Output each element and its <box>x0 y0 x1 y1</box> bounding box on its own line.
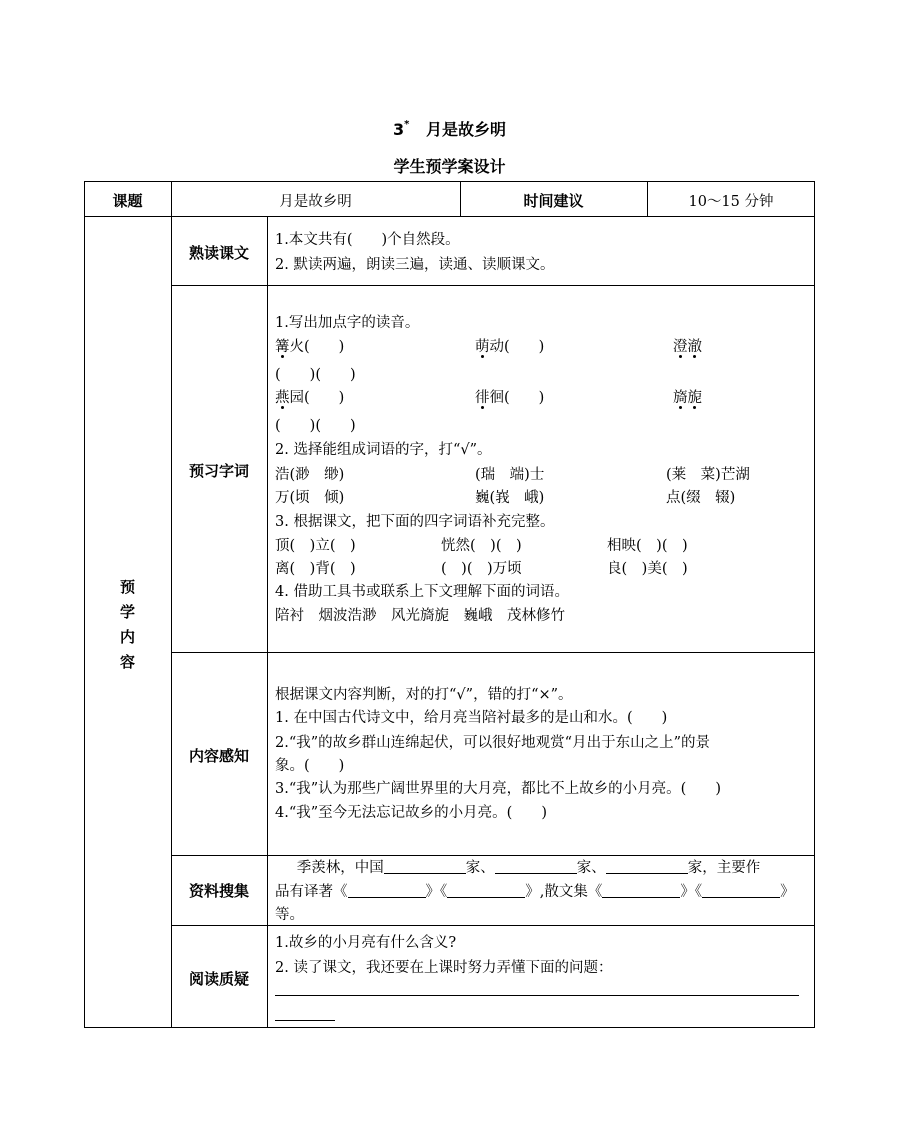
questions-line-2: 2. 读了课文，我还要在上课时努力弄懂下面的问题： <box>275 960 613 976</box>
content-line: 象。( ) <box>275 758 345 774</box>
choice-item: 点(缀 辍) <box>666 490 736 506</box>
vocab-q2: 2. 选择能组成词语的字，打“√”。 <box>275 442 492 458</box>
research-line-3: 等。 <box>275 907 304 923</box>
section-label-vocab: 预习字词 <box>188 462 249 480</box>
idiom-item: 相映( )( ) <box>607 538 688 554</box>
research-line-2: 品有译著《 》《 》,散文集《 》《 》 <box>275 884 795 900</box>
answer-line[interactable] <box>275 1020 335 1021</box>
vocab-terms: 陪衬 烟波浩渺 风光旖旎 巍峨 茂林修竹 <box>275 608 565 624</box>
idiom-item: ( )( )万顷 <box>441 561 522 577</box>
content-line: 4.“我”至今无法忘记故乡的小月亮。( ) <box>275 805 547 821</box>
content-line: 根据课文内容判断，对的打“√”，错的打“×”。 <box>275 687 573 703</box>
content-line: 3.“我”认为那些广阔世界里的大月亮，都比不上故乡的小月亮。( ) <box>275 781 721 797</box>
vocab-q1: 1.写出加点字的读音。 <box>275 315 420 331</box>
vocab-word-2: 萌动( ) <box>475 339 545 355</box>
vocab-word-3: 澄澈 <box>673 339 702 355</box>
section-label-questions: 阅读质疑 <box>188 970 249 988</box>
vocab-pinyin-blanks: ( )( ) <box>275 418 356 434</box>
page-title: 3* 月是故乡明 <box>392 118 507 139</box>
header-time-label: 时间建议 <box>523 192 584 210</box>
choice-item: (瑞 端)士 <box>475 467 545 483</box>
idiom-item: 恍然( )( ) <box>441 538 522 554</box>
vocab-pinyin-blanks: ( )( ) <box>275 367 356 383</box>
section-label-reading: 熟读课文 <box>188 244 249 262</box>
section-label-content: 内容感知 <box>188 747 249 765</box>
choice-item: 巍(峩 峨) <box>475 490 545 506</box>
choice-item: 浩(渺 缈) <box>275 467 345 483</box>
vocab-q4: 4. 借助工具书或联系上下文理解下面的词语。 <box>275 584 569 600</box>
page-subtitle: 学生预学案设计 <box>393 157 506 176</box>
idiom-item: 顶( )立( ) <box>275 538 356 554</box>
header-topic-value: 月是故乡明 <box>279 194 352 210</box>
vocab-word-1: 篝火( ) <box>275 339 345 355</box>
reading-line-2: 2. 默读两遍，朗读三遍，读通、读顺课文。 <box>275 257 555 273</box>
choice-item: 万(顷 倾) <box>275 490 345 506</box>
vocab-word-4: 燕园( ) <box>275 390 345 406</box>
preview-content-label: 预 学 内 容 <box>119 578 135 671</box>
vocab-q3: 3. 根据课文，把下面的四字词语补充完整。 <box>275 514 555 530</box>
section-label-research: 资料搜集 <box>188 882 249 900</box>
idiom-item: 离( )背( ) <box>275 561 356 577</box>
header-time-value: 10～15 分钟 <box>688 194 774 210</box>
col-divider <box>267 216 268 1028</box>
content-line: 1. 在中国古代诗文中，给月亮当陪衬最多的是山和水。( ) <box>275 710 668 726</box>
vocab-word-5: 徘徊( ) <box>475 390 545 406</box>
header-topic-label: 课题 <box>112 192 143 210</box>
choice-item: (莱 菜)芒湖 <box>666 467 750 483</box>
row-divider <box>84 216 815 217</box>
idiom-item: 良( )美( ) <box>607 561 688 577</box>
reading-line-1: 1.本文共有( )个自然段。 <box>275 232 460 248</box>
content-line: 2.“我”的故乡群山连绵起伏，可以很好地观赏“月出于东山之上”的景 <box>275 735 710 751</box>
vocab-word-6: 旖旎 <box>673 390 702 406</box>
answer-line[interactable] <box>275 995 799 996</box>
research-line-1: 季羡林，中国 家、 家、 家，主要作 <box>296 860 761 876</box>
questions-line-1: 1.故乡的小月亮有什么含义? <box>275 935 457 951</box>
